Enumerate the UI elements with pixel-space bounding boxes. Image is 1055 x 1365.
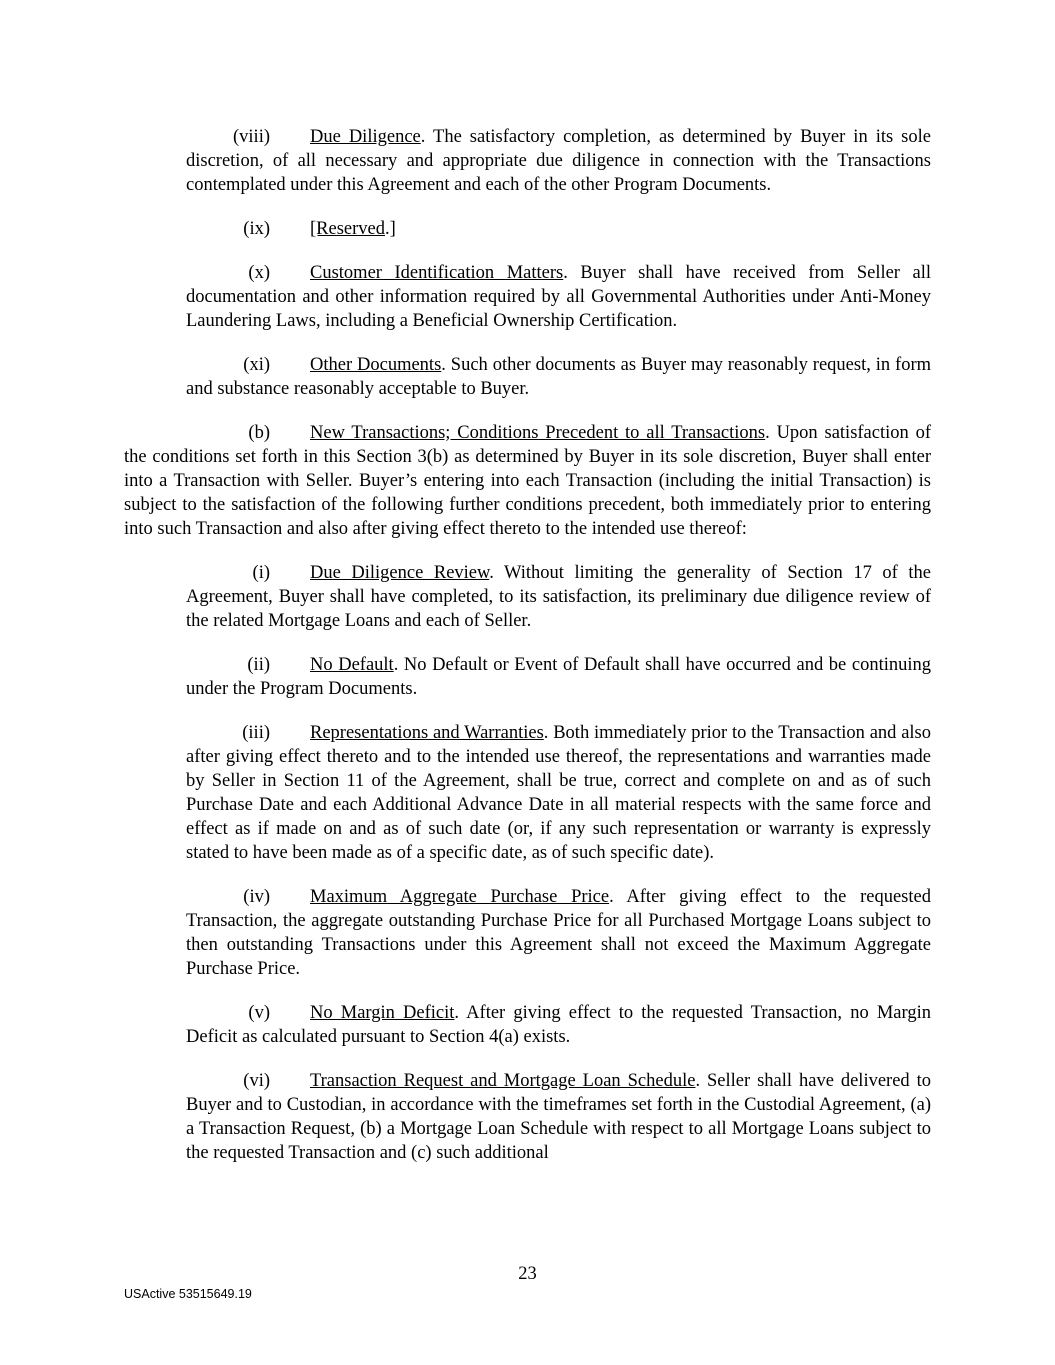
paragraph-label: (ix) — [243, 219, 270, 239]
paragraph-label: (xi) — [243, 355, 270, 375]
paragraph-label: (x) — [248, 263, 270, 283]
paragraph-vi — [186, 1069, 931, 1165]
paragraph-text: . No Default or Event of Default shall have occurred and be continuing under the Program Documents. — [186, 655, 931, 699]
paragraph-text: . Buyer shall have received from Seller all documentation and other information required by all Governmental Authorities under Anti-Money Laundering Laws, including a Beneficial Ownership Certification. — [186, 263, 932, 331]
paragraph-heading: New Transactions; Conditions Precedent to all Transactions — [310, 423, 766, 443]
paragraph-text: . Upon satisfaction of the conditions set forth in this Section 3(b) as determined by Buyer in its sole discretion, Buyer shall enter into a Transaction with Seller. Buyer’s entering into each Transaction (including the initial Transaction) is subject to the satisfaction of the following further conditions precedent, both immediately prior to entering into such Transaction and also after giving effect thereto to the intended use thereof: — [124, 423, 931, 539]
document-id: USActive 53515649.19 — [124, 1287, 252, 1301]
paragraph-heading: Other Documents — [310, 355, 442, 375]
paragraph-x — [186, 261, 931, 333]
paragraph-ix — [186, 217, 931, 241]
paragraph-text: . Both immediately prior to the Transaction and also after giving effect thereto and to the intended use thereof, the representations and warranties made by Seller in Section 11 of the Agreement, shall be true, correct and complete on and as of such Purchase Date and each Additional Advance Date in all material respects with the same force and effect as if made on and as of such date (or, if any such representation or warranty is expressly stated to have been made as of a specific date, as of such specific date). — [186, 723, 931, 863]
document-body — [124, 125, 931, 1185]
paragraph-heading: Maximum Aggregate Purchase Price — [310, 887, 610, 907]
paragraph-iv — [186, 885, 931, 981]
paragraph-heading: Representations and Warranties — [310, 723, 544, 743]
paragraph-heading: No Margin Deficit — [310, 1003, 455, 1023]
paragraph-i — [186, 561, 931, 633]
paragraph-v — [186, 1001, 931, 1049]
paragraph-text: . Without limiting the generality of Section 17 of the Agreement, Buyer shall have completed, to its satisfaction, its preliminary due diligence review of the related Mortgage Loans and each of Seller. — [186, 563, 932, 631]
paragraph-label: (viii) — [233, 127, 270, 147]
paragraph-text: . The satisfactory completion, as determined by Buyer in its sole discretion, of all necessary and appropriate due diligence in connection with the Transactions contemplated under this Agreement and each of the other Program Documents. — [186, 127, 931, 195]
paragraph-label: (i) — [252, 563, 270, 583]
paragraph-heading: Customer Identification Matters — [310, 263, 564, 283]
paragraph-text: .] — [385, 219, 396, 239]
paragraph-label: (iv) — [243, 887, 270, 907]
page-number: 23 — [518, 1264, 537, 1284]
paragraph-label: (ii) — [247, 655, 270, 675]
paragraph-heading: Due Diligence Review — [310, 563, 490, 583]
paragraph-heading: No Default — [310, 655, 394, 675]
paragraph-text: . Seller shall have delivered to Buyer and to Custodian, in accordance with the timeframes set forth in the Custodial Agreement, (a) a Transaction Request, (b) a Mortgage Loan Schedule with respect to all Mortgage Loans subject to the requested Transaction and (c) such additional — [186, 1071, 931, 1163]
paragraph-heading: [Reserved — [310, 219, 385, 239]
paragraph-b — [124, 421, 931, 541]
paragraph-label: (v) — [248, 1003, 270, 1023]
paragraph-ii — [186, 653, 931, 701]
paragraph-heading: Due Diligence — [310, 127, 421, 147]
paragraph-label: (iii) — [242, 723, 270, 743]
paragraph-iii — [186, 721, 931, 865]
paragraph-text: . After giving effect to the requested Transaction, no Margin Deficit as calculated pursuant to Section 4(a) exists. — [186, 1003, 931, 1047]
paragraph-label: (vi) — [243, 1071, 270, 1091]
paragraph-viii — [186, 125, 931, 197]
paragraph-xi — [186, 353, 931, 401]
paragraph-text: . Such other documents as Buyer may reasonably request, in form and substance reasonably acceptable to Buyer. — [186, 355, 931, 399]
paragraph-heading: Transaction Request and Mortgage Loan Schedule — [310, 1071, 696, 1091]
paragraph-label: (b) — [248, 423, 270, 443]
paragraph-text: . After giving effect to the requested Transaction, the aggregate outstanding Purchase Price for all Purchased Mortgage Loans subject to then outstanding Transactions under this Agreement shall not exceed the Maximum Aggregate Purchase Price. — [186, 887, 931, 979]
